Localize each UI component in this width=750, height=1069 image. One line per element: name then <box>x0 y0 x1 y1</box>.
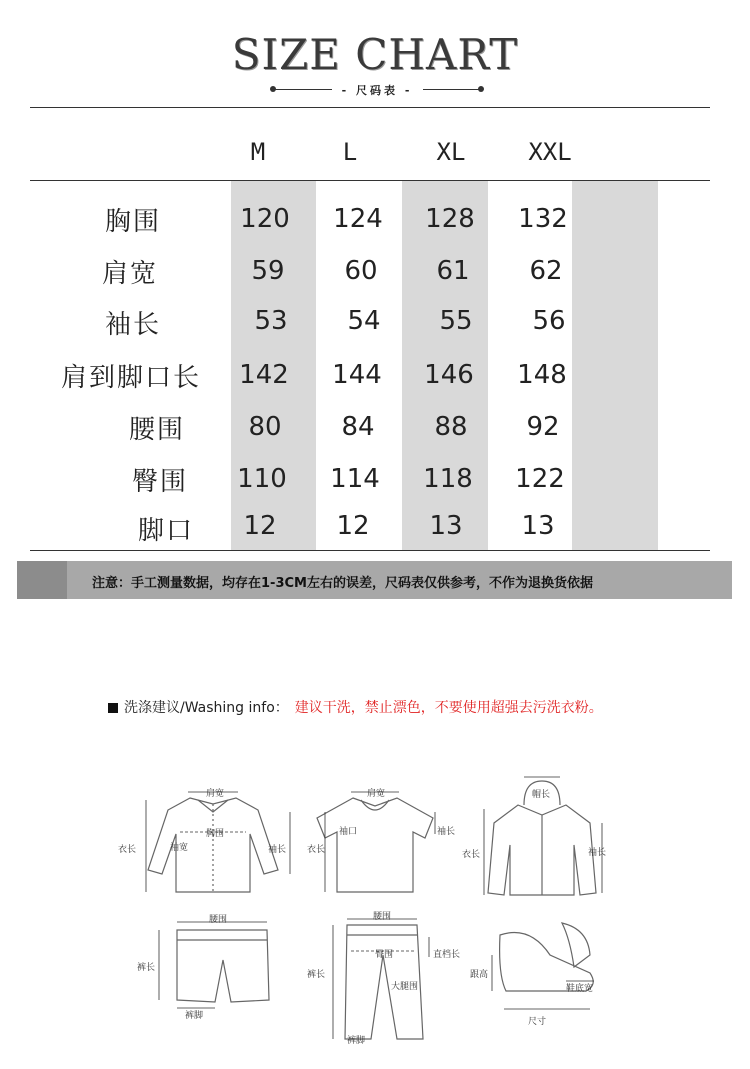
washing-advice: 建议干洗，禁止漂色，不要使用超强去污洗衣粉。 <box>294 700 603 716</box>
hoodie-diagram <box>462 775 622 903</box>
row-label: 肩到脚口长 <box>60 363 201 393</box>
bottom-rule <box>30 550 710 551</box>
shirt-length-label: 衣长 <box>118 845 137 855</box>
shoe-size-label: 尺寸 <box>528 1017 547 1027</box>
table-cell: 59 <box>251 256 285 286</box>
row-label: 臀围 <box>131 467 188 497</box>
table-cell: 144 <box>332 360 382 390</box>
hoodie-sleeve-label: 袖长 <box>588 848 607 858</box>
table-cell: 88 <box>434 412 468 442</box>
table-cell: 84 <box>341 412 375 442</box>
table-cell: 146 <box>424 360 474 390</box>
table-cell: 56 <box>532 306 566 336</box>
right-dot-icon <box>478 86 484 92</box>
table-cell: 12 <box>243 511 277 541</box>
table-cell: 80 <box>248 412 282 442</box>
size-header-m: M <box>250 138 266 166</box>
shirt-sleeve-label: 袖长 <box>268 845 287 855</box>
shade-col-extra <box>572 181 658 550</box>
shirt-shoulder-label: 肩宽 <box>206 789 225 799</box>
shorts-waist-label: 腰围 <box>209 915 228 925</box>
hoodie-length-label: 衣长 <box>462 850 481 860</box>
tshirt-icon <box>305 782 465 902</box>
shirt-cuff-label: 袖宽 <box>170 843 189 853</box>
shorts-diagram <box>135 910 285 1020</box>
disclaimer-text: 注意：手工测量数据，均存在1-3CM左右的误差，尺码表仅供参考，不作为退换货依据 <box>92 576 593 591</box>
shorts-length-label: 裤长 <box>137 963 156 973</box>
table-cell: 110 <box>237 464 287 494</box>
pants-length-label: 裤长 <box>307 970 326 980</box>
table-cell: 53 <box>254 306 288 336</box>
table-cell: 13 <box>521 511 555 541</box>
shoe-width-label: 鞋底宽 <box>566 984 594 994</box>
chart-subtitle: - 尺码表 - <box>341 84 413 97</box>
table-cell: 118 <box>423 464 473 494</box>
table-cell: 148 <box>517 360 567 390</box>
table-cell: 13 <box>429 511 463 541</box>
table-cell: 128 <box>425 204 475 234</box>
shoe-heel-label: 跟高 <box>470 970 489 980</box>
tshirt-cuff-label: 袖口 <box>339 827 358 837</box>
right-divider <box>423 89 481 90</box>
table-cell: 60 <box>344 256 378 286</box>
shirt-chest-label: 胸围 <box>206 829 225 839</box>
table-cell: 55 <box>439 306 473 336</box>
shorts-icon <box>135 910 285 1020</box>
left-divider <box>274 89 332 90</box>
shirt-diagram <box>118 782 308 902</box>
pants-hip-label: 臀围 <box>375 950 394 960</box>
subtitle-row <box>270 82 485 98</box>
table-cell: 62 <box>529 256 563 286</box>
table-cell: 120 <box>240 204 290 234</box>
table-cell: 142 <box>239 360 289 390</box>
tshirt-sleeve-label: 袖长 <box>437 827 456 837</box>
table-cell: 54 <box>347 306 381 336</box>
table-cell: 12 <box>336 511 370 541</box>
pants-diagram <box>305 907 470 1047</box>
row-label: 腰围 <box>128 415 185 445</box>
row-label: 胸围 <box>104 207 161 237</box>
pants-waist-label: 腰围 <box>373 912 392 922</box>
tshirt-length-label: 衣长 <box>307 845 326 855</box>
table-cell: 114 <box>330 464 380 494</box>
size-header-xl: XL <box>436 138 466 166</box>
shorts-hem-label: 裤脚 <box>185 1011 204 1021</box>
disclaimer-bar-accent <box>17 561 67 599</box>
square-bullet-icon <box>108 703 118 713</box>
row-label: 肩宽 <box>101 259 158 289</box>
tshirt-diagram <box>305 782 465 902</box>
table-cell: 122 <box>515 464 565 494</box>
washing-label: 洗涤建议/Washing info： <box>124 700 289 716</box>
shoe-diagram <box>470 915 610 1030</box>
size-header-l: L <box>342 138 358 166</box>
table-cell: 61 <box>436 256 470 286</box>
row-label: 袖长 <box>104 310 161 340</box>
pants-hem-label: 裤脚 <box>347 1036 366 1046</box>
top-rule <box>30 107 710 108</box>
table-cell: 92 <box>526 412 560 442</box>
pants-rise-label: 直档长 <box>433 950 461 960</box>
table-cell: 132 <box>518 204 568 234</box>
size-header-xxl: XXL <box>528 138 572 166</box>
row-label: 脚口 <box>137 516 194 546</box>
disclaimer-bar <box>17 561 732 599</box>
shoe-icon <box>470 915 610 1030</box>
chart-title: SIZE CHART <box>231 30 519 79</box>
tshirt-shoulder-label: 肩宽 <box>367 789 386 799</box>
pants-icon <box>305 907 470 1047</box>
washing-info <box>108 697 603 717</box>
hoodie-hat-label: 帽长 <box>532 790 551 800</box>
table-cell: 124 <box>333 204 383 234</box>
pants-thigh-label: 大腿围 <box>391 982 419 992</box>
